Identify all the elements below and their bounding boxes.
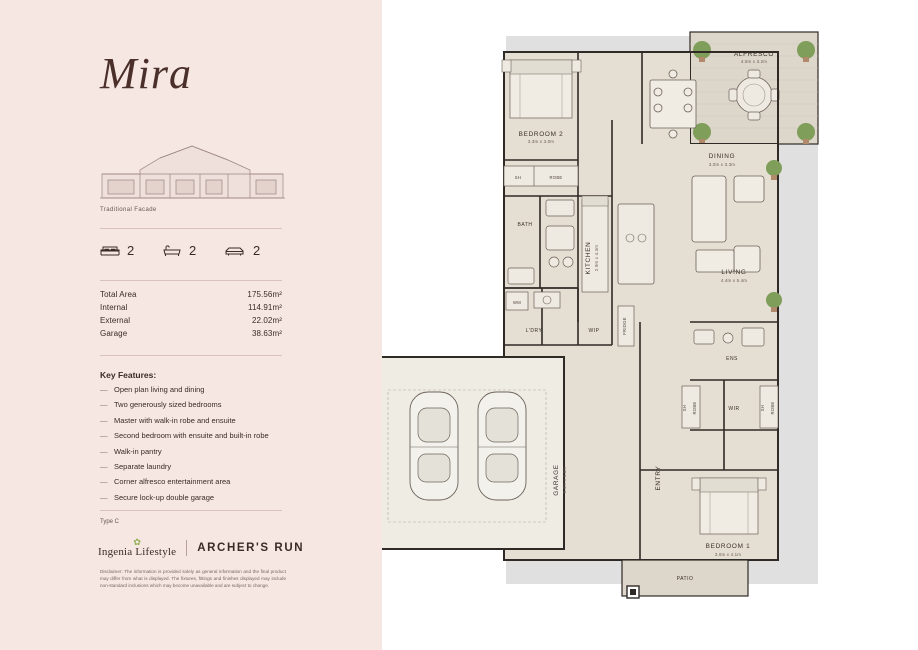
room-label-entry: ENTRY [655,465,662,491]
list-item [100,477,290,488]
list-item-label: Two generously sized bedrooms [114,400,222,410]
list-item-label: Second bedroom with ensuite and built-in robe [114,431,269,441]
facade-illustration [100,140,285,200]
area-value: 22.02m² [251,316,282,325]
logo-ingenia: Ingenia Lifestyle [98,546,177,558]
room-dim-garage: 5.9m x 6.5m [562,466,567,494]
room-label-garage: GARAGE [553,464,560,496]
spec-bathrooms [162,243,196,258]
area-table [100,288,282,340]
room-label-wir: WIR [728,406,740,412]
logo-archers-run: ARCHER'S RUN [197,542,305,554]
dash-marker: — [100,477,108,487]
room-dim-bedroom2: 3.3m x 3.0m [527,139,555,144]
disclaimer-text: Disclaimer: The information is provided solely as general information and the final product may differ from what is displayed. The fixtures, fittings and finishes displayed may include non-standard inclusions which may become unavailable and are subject to change. [100,569,286,589]
logo-divider [186,540,187,556]
bath-icon [162,244,182,258]
area-value: 38.63m² [251,329,282,338]
table-row [100,314,282,327]
dash-marker: — [100,400,108,410]
room-label-robe: ROBE [549,175,563,180]
list-item-label: Master with walk-in robe and ensuite [114,415,236,425]
dash-marker: — [100,431,108,441]
list-item [100,385,290,396]
list-item [100,493,290,504]
room-label-bath: BATH [517,222,533,228]
dash-marker: — [100,446,108,456]
room-label-wip: WIP [588,328,600,334]
dash-marker: — [100,492,108,502]
bed-icon [100,244,120,258]
key-features-title: Key Features: [100,370,157,380]
room-label-robe-2: ROBE [692,401,697,415]
room-label-bedroom1: BEDROOM 1 [705,543,751,550]
list-item-label: Walk-in pantry [114,446,162,456]
divider-2 [100,280,282,281]
spec-bedrooms [100,243,134,258]
room-label-dining: DINING [708,153,736,160]
room-label-sh: SH [514,175,522,180]
logo-group [98,538,304,558]
room-dim-dining: 3.0m x 3.3m [708,162,736,167]
floorplan-drawing [382,0,918,650]
dash-marker: — [100,385,108,394]
list-item-label: Corner alfresco entertainment area [114,477,231,487]
info-panel [0,0,382,650]
table-row [100,327,282,340]
car-icon [224,244,246,258]
room-label-patio: PATIO [676,576,694,582]
spec-cars [224,243,260,258]
room-label-bedroom2: BEDROOM 2 [518,131,564,138]
area-label: External [100,316,131,325]
floorplan [382,0,918,650]
spec-cars-value: 2 [253,243,261,258]
area-value: 175.56m² [247,290,282,299]
room-dim-kitchen: 2.9m x 4.3m [594,244,599,272]
facade-caption: Traditional Facade [100,207,157,213]
spec-icons [100,243,285,271]
room-dim-alfresco: 4.0m x 3.2m [740,59,768,64]
room-dim-living: 4.4m x 5.4m [720,278,748,283]
room-label-kitchen: KITCHEN [585,241,592,275]
leaf-icon: ✿ [133,537,141,547]
room-label-robe-3: ROBE [770,401,775,415]
page-title: Mira [100,49,192,98]
area-label: Internal [100,303,128,312]
divider-4 [100,510,282,511]
divider-1 [100,228,282,229]
dash-marker: — [100,461,108,471]
spec-bedrooms-value: 2 [127,243,135,258]
area-value: 114.91m² [247,303,282,312]
room-label-sh-2: SH [682,404,687,412]
list-item-label: Secure lock-up double garage [114,492,215,502]
area-label: Total Area [100,290,137,299]
spec-bathrooms-value: 2 [189,243,197,258]
list-item-label: Separate laundry [114,461,172,471]
table-row [100,301,282,314]
room-label-fridge: FRIDGE [622,317,627,335]
dash-marker: — [100,415,108,425]
divider-3 [100,355,282,356]
list-item [100,431,290,442]
room-label-alfresco: ALFRESCO [733,51,775,58]
type-code: Type C [100,519,120,525]
table-row [100,288,282,301]
room-label-sh-3: SH [760,404,765,412]
list-item [100,400,290,411]
key-features-list [100,385,290,508]
room-label-laundry: L'DRY [525,328,543,334]
list-item-label: Open plan living and dining [114,385,205,394]
room-label-living: LIVING [721,269,747,276]
area-label: Garage [100,329,128,338]
list-item [100,447,290,458]
list-item [100,416,290,427]
list-item [100,462,290,473]
room-label-ens: ENS [726,356,738,362]
room-label-wm: WM [512,300,522,305]
room-dim-bedroom1: 3.0m x 4.1m [714,552,742,557]
